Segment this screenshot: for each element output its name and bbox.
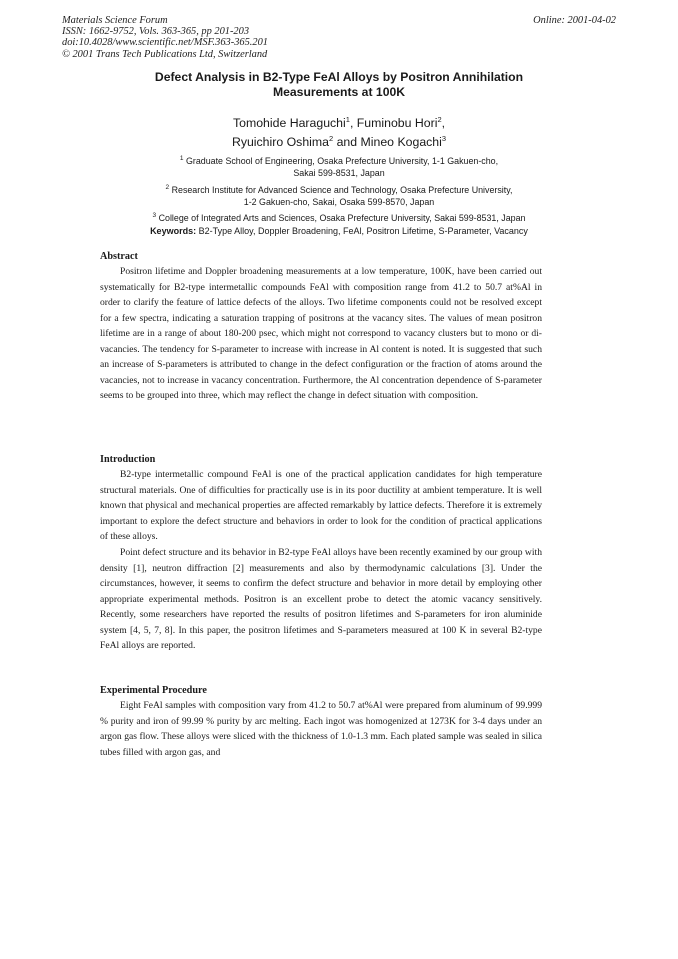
experimental-paragraph: Eight FeAl samples with composition vary from 41.2 to 50.7 at%Al were prepared from aluminum of 99.999 % purity and iron of 99.99 % purity by arc melting. Each ingot was homogenized at 1273K for 3-4 days under an argon gas flow. These alloys were sliced with the thickness of 1.0-1.3 mm. Each plated sample was sealed in silica tubes filled with argon gas, and bbox=[100, 700, 542, 758]
author-affil-mark: 2 bbox=[328, 134, 334, 144]
journal-name: Materials Science Forum bbox=[62, 15, 168, 26]
abstract-heading: Abstract bbox=[100, 251, 138, 262]
doi-link[interactable]: doi:10.4028/www.scientific.net/MSF.363-365.201 bbox=[62, 37, 268, 49]
author-affil-mark: 2 bbox=[437, 115, 442, 124]
introduction-heading: Introduction bbox=[100, 454, 156, 465]
affiliation-text: 1-2 Gakuen-cho, Sakai, Osaka 599-8570, Japan bbox=[243, 196, 435, 207]
journal-header bbox=[62, 15, 616, 60]
keywords-label: Keywords: bbox=[150, 226, 197, 236]
author-name: Fuminobu Hori bbox=[356, 116, 438, 131]
introduction-paragraph: B2-type intermetallic compound FeAl is one of the practical application candidates for high temperature structural materials. One of difficulties for practically use is in its poor ductility at ambient temperature. It is well known that physical and mechanical properties are affected remarkably by lattice defects. Therefore it is extremely important to explore the defect structure and behaviors in order to look for the condition of practical applications of these alloys. bbox=[100, 469, 542, 542]
author-name: Ryuichiro Oshima bbox=[231, 135, 329, 150]
affiliation-text: Research Institute for Advanced Science and Technology, Osaka Prefecture University, bbox=[171, 184, 513, 195]
affiliation-text: College of Integrated Arts and Sciences, Osaka Prefecture University, Sakai 599-8531, Japan bbox=[158, 212, 526, 223]
copyright-line: © 2001 Trans Tech Publications Ltd, Switzerland bbox=[62, 48, 268, 60]
issn-line: ISSN: 1662-9752, Vols. 363-365, pp 201-203 bbox=[62, 26, 250, 38]
affiliation-number: 3 bbox=[152, 212, 157, 219]
author-name: Mineo Kogachi bbox=[360, 135, 442, 150]
affiliation-number: 2 bbox=[165, 184, 170, 191]
experimental-heading: Experimental Procedure bbox=[100, 685, 207, 696]
online-date: Online: 2001-04-02 bbox=[533, 15, 616, 26]
keywords bbox=[100, 226, 578, 237]
author-list bbox=[100, 112, 578, 150]
introduction-paragraph: Point defect structure and its behavior in B2-type FeAl alloys have been recently examined by our group with density [1], neutron diffraction [2] measurements and also by thermodynamic calculations [3]. Under the circumstances, however, it seems to confirm the defect structure and behavior in more detail by employing other appropriate experimental methods. Positron is an excellent probe to detect the atomic vacancy sensitively. Recently, some researchers have reported the results of positron lifetimes and S-parameters for iron aluminide system [4, 5, 7, 8]. In this paper, the positron lifetimes and S-parameters measured at 100 K in several B2-type FeAl alloys are reported. bbox=[100, 547, 542, 651]
author-affil-mark: 1 bbox=[345, 115, 350, 124]
paper-title bbox=[80, 70, 598, 99]
affiliation-1 bbox=[90, 153, 588, 179]
affiliation-3 bbox=[90, 210, 588, 225]
affiliation-text: Graduate School of Engineering, Osaka Prefecture University, 1-1 Gakuen-cho, bbox=[185, 155, 499, 166]
author-line-1: Tomohide Haraguchi$^1$, Fuminobu Hori$^2$, bbox=[232, 115, 446, 131]
author-line-2 bbox=[100, 131, 578, 150]
affiliation-number: 1 bbox=[179, 155, 184, 162]
author-conjunction: and bbox=[336, 135, 358, 150]
title-line-1: Defect Analysis in B2-Type FeAl Alloys by Positron Annihilation bbox=[154, 70, 524, 84]
title-line-2: Measurements at 100K bbox=[272, 84, 406, 99]
affiliation-2 bbox=[90, 182, 588, 208]
author-affil-mark: 3 bbox=[441, 134, 447, 144]
abstract-text: Positron lifetime and Doppler broadening measurements at a low temperature, 100K, have been carried out systematically for B2-type intermetallic compounds FeAl with composition range from 41.2 to 50.7 at%Al in order to clarify the feature of lattice defects of the alloys. Two lifetime components could not be resolved except for a few spectra, indicating a saturation trapping of positrons at the vacancy sites. The values of mean positron lifetime are in a range of about 180-200 psec, which might not correspond to vacancy clusters but to mono or di-vacancies. The tendency for S-parameter to increase with increase in Al content is noted. It is suggested that such an increase of S-parameters is attributed to change in the defect configuration or the fraction of atoms around the vacancies, not to increase in vacancy concentration. Furthermore, the Al concentration dependence of S-parameter seems to be grouped into three, which may reflect the change in defect situation with composition. bbox=[100, 266, 542, 401]
author-name: Tomohide Haraguchi bbox=[232, 116, 346, 131]
keywords-text: B2-Type Alloy, Doppler Broadening, FeAl, Positron Lifetime, S-Parameter, Vacancy bbox=[198, 226, 528, 236]
affiliation-text: Sakai 599-8531, Japan bbox=[293, 167, 385, 178]
